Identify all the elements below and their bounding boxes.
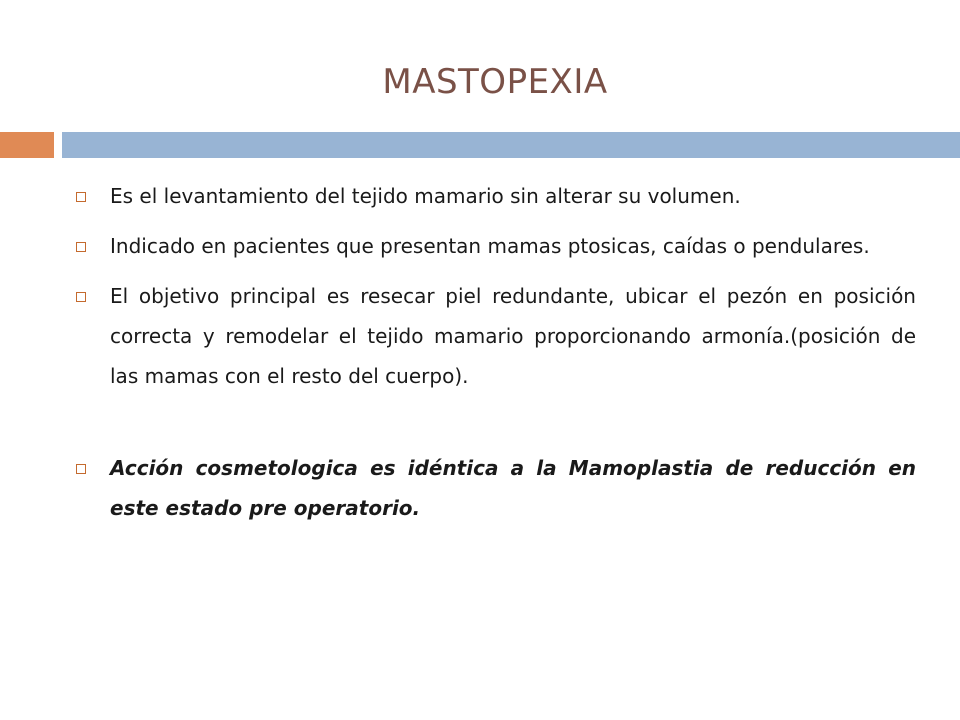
- bullet-item: [74, 226, 916, 266]
- bullet-text: Es el levantamiento del tejido mamario sin alterar su volumen.: [110, 184, 741, 208]
- square-outline-icon: [76, 292, 86, 302]
- bullet-text: Indicado en pacientes que presentan mamas ptosicas, caídas o pendulares.: [110, 234, 870, 258]
- bullet-text: Acción cosmetologica es idéntica a la Mamoplastia de reducción en este estado pre operatorio.: [110, 456, 916, 520]
- square-outline-icon: [76, 192, 86, 202]
- bullet-item-emphasis: [74, 448, 916, 528]
- square-outline-icon: [76, 242, 86, 252]
- accent-bar-orange: [0, 132, 54, 158]
- bullet-list: [74, 176, 916, 538]
- bullet-item: [74, 276, 916, 396]
- bullet-text: El objetivo principal es resecar piel redundante, ubicar el pezón en posición correcta y remodelar el tejido mamario proporcionando armonía.(posición de las mamas con el resto del cuerpo).: [110, 284, 916, 388]
- bullet-item: [74, 176, 916, 216]
- square-outline-icon: [76, 464, 86, 474]
- slide-title: MASTOPEXIA: [382, 62, 608, 102]
- accent-bar-blue: [62, 132, 960, 158]
